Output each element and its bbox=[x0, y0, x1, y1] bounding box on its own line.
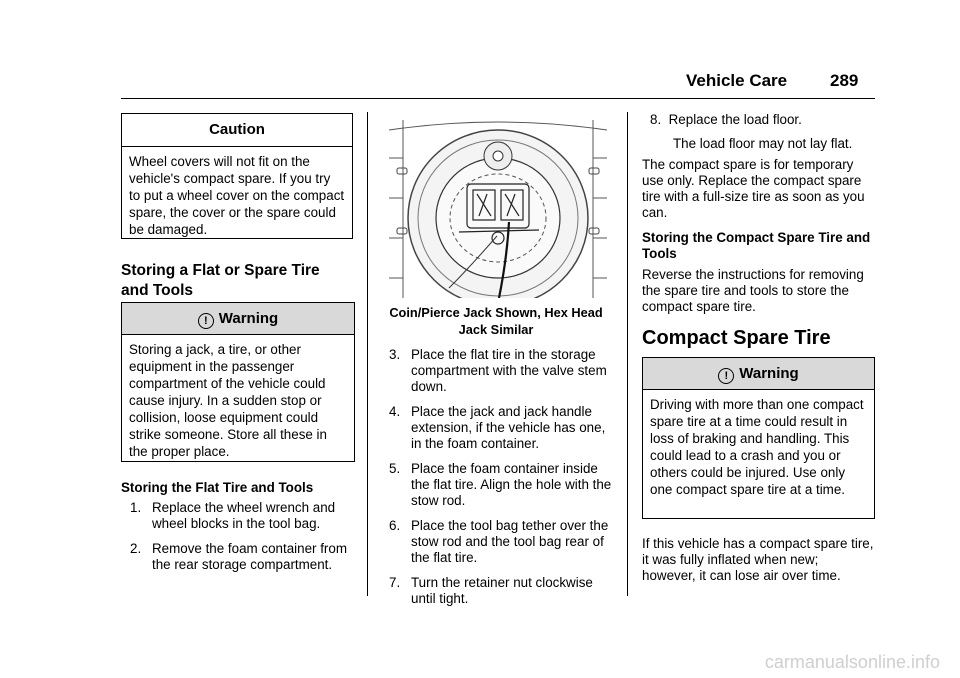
step-number: 4. bbox=[389, 404, 401, 419]
warning-title: Warning bbox=[739, 365, 799, 382]
spare-tire-storage-illustration bbox=[389, 118, 607, 298]
header-rule bbox=[121, 98, 875, 99]
step-text: Remove the foam container from the rear storage compartment. bbox=[152, 541, 347, 572]
section-heading: Compact Spare Tire bbox=[642, 327, 831, 349]
section-title: Vehicle Care bbox=[686, 71, 788, 90]
steps-list bbox=[389, 347, 615, 616]
step-text: Turn the retainer nut clockwise until tight. bbox=[411, 575, 593, 606]
step-number: 3. bbox=[389, 347, 401, 362]
page-number: 289 bbox=[830, 71, 859, 90]
list-item bbox=[389, 404, 615, 452]
step-text: Place the foam container inside the flat tire. Align the hole with the stow rod. bbox=[411, 461, 612, 508]
warning-body: Storing a jack, a tire, or other equipment in the passenger compartment of the vehicle could cause injury. In a sudden stop or collision, loose equipment could strike someone. Store all these in the proper place. bbox=[129, 342, 327, 459]
column-divider bbox=[367, 112, 368, 596]
list-item bbox=[130, 500, 352, 532]
step-text: Place the jack and jack handle extension, if the vehicle has one, in the foam container. bbox=[411, 404, 606, 451]
step-number: 8. bbox=[650, 112, 662, 127]
step-number: 2. bbox=[130, 541, 142, 556]
caution-box bbox=[121, 113, 353, 239]
subheading: Storing the Flat Tire and Tools bbox=[121, 480, 314, 495]
warning-body: Driving with more than one compact spare tire at a time could result in loss of braking and handling. This could lead to a crash and you or others could be injured. Use only one compact spare tire at a time. bbox=[650, 397, 864, 497]
step-number: 1. bbox=[130, 500, 142, 515]
step-text: Place the flat tire in the storage compartment with the valve stem down. bbox=[411, 347, 607, 394]
step-8-note: The load floor may not lay flat. bbox=[673, 136, 853, 151]
list-item bbox=[389, 575, 615, 607]
step-number: 6. bbox=[389, 518, 401, 533]
paragraph: If this vehicle has a compact spare tire, it was fully inflated when new; however, it can lose air over time. bbox=[642, 536, 874, 583]
warning-header bbox=[122, 303, 354, 335]
list-item bbox=[130, 541, 352, 573]
step-8 bbox=[650, 111, 875, 128]
figure-caption: Coin/Pierce Jack Shown, Hex Head Jack Similar bbox=[389, 305, 603, 337]
steps-list bbox=[130, 500, 352, 582]
list-item bbox=[389, 518, 615, 566]
warning-box bbox=[642, 357, 875, 519]
paragraph: The compact spare is for temporary use only. Replace the compact spare tire with a full-size tire as soon as you can. bbox=[642, 157, 865, 220]
step-text: Place the tool bag tether over the stow rod and the tool bag rear of the flat tire. bbox=[411, 518, 609, 565]
paragraph: Reverse the instructions for removing the spare tire and tools to store the compact spare tire. bbox=[642, 267, 864, 314]
warning-header bbox=[643, 358, 874, 390]
step-text: Replace the wheel wrench and wheel blocks in the tool bag. bbox=[152, 500, 336, 531]
step-text: Replace the load floor. bbox=[668, 112, 802, 127]
warning-icon: ! bbox=[198, 313, 214, 329]
caution-body: Wheel covers will not fit on the vehicle's compact spare. If you try to put a wheel cover on the compact spare, the cover or the spare could be damaged. bbox=[129, 154, 345, 237]
list-item bbox=[389, 347, 615, 395]
watermark: carmanualsonline.info bbox=[764, 652, 940, 672]
column-divider bbox=[627, 112, 628, 596]
warning-icon: ! bbox=[718, 368, 734, 384]
step-number: 7. bbox=[389, 575, 401, 590]
warning-box bbox=[121, 302, 355, 462]
list-item bbox=[389, 461, 615, 509]
warning-title: Warning bbox=[218, 310, 279, 327]
subheading: Storing the Compact Spare Tire and Tools bbox=[642, 230, 871, 261]
section-heading: Storing a Flat or Spare Tire and Tools bbox=[121, 262, 320, 299]
caution-title: Caution bbox=[122, 114, 352, 147]
step-number: 5. bbox=[389, 461, 401, 476]
